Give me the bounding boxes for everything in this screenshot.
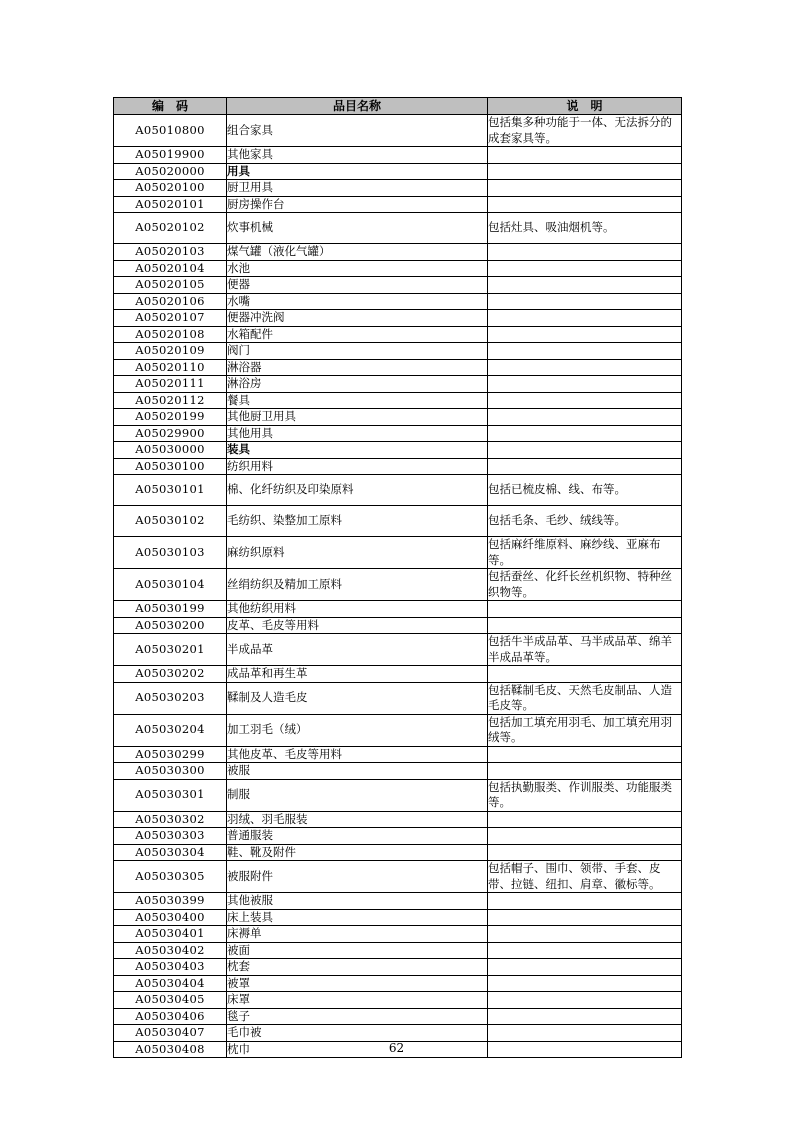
item-description: 包括帽子、围巾、领带、手套、皮带、拉链、纽扣、肩章、徽标等。 <box>488 861 682 893</box>
item-description: 包括灶具、吸油烟机等。 <box>488 213 682 244</box>
item-code: A05020106 <box>114 293 227 310</box>
item-description: 包括麻纤维原料、麻纱线、亚麻布等。 <box>488 537 682 569</box>
item-code: A05030404 <box>114 975 227 992</box>
item-name: 鞣制及人造毛皮 <box>227 682 488 714</box>
item-name: 纺织用料 <box>227 458 488 475</box>
item-description <box>488 811 682 828</box>
item-code: A05030199 <box>114 601 227 618</box>
item-name: 床罩 <box>227 992 488 1009</box>
item-name: 半成品革 <box>227 634 488 666</box>
item-name: 其他用具 <box>227 425 488 442</box>
item-code: A05020108 <box>114 326 227 343</box>
table-row <box>114 506 682 537</box>
table-row <box>114 244 682 261</box>
item-description <box>488 359 682 376</box>
item-description <box>488 147 682 164</box>
item-code: A05030407 <box>114 1025 227 1042</box>
item-name: 被面 <box>227 942 488 959</box>
table-row <box>114 442 682 459</box>
item-name: 皮革、毛皮等用料 <box>227 617 488 634</box>
item-code: A05030303 <box>114 828 227 845</box>
item-description: 包括集多种功能于一体、无法拆分的成套家具等。 <box>488 115 682 147</box>
item-code: A05030403 <box>114 959 227 976</box>
item-description <box>488 828 682 845</box>
item-description <box>488 180 682 197</box>
item-name: 羽绒、羽毛服装 <box>227 811 488 828</box>
item-code: A05030401 <box>114 926 227 943</box>
item-name: 水箱配件 <box>227 326 488 343</box>
item-description <box>488 926 682 943</box>
item-name: 餐具 <box>227 392 488 409</box>
item-description <box>488 425 682 442</box>
item-description <box>488 392 682 409</box>
table-row <box>114 293 682 310</box>
item-description <box>488 376 682 393</box>
table-row <box>114 537 682 569</box>
item-name: 麻纺织原料 <box>227 537 488 569</box>
item-name: 加工羽毛（绒） <box>227 714 488 746</box>
item-description <box>488 942 682 959</box>
table-row <box>114 458 682 475</box>
table-row <box>114 861 682 893</box>
item-code: A05030200 <box>114 617 227 634</box>
item-code: A05020199 <box>114 409 227 426</box>
item-description: 包括加工填充用羽毛、加工填充用羽绒等。 <box>488 714 682 746</box>
item-name: 厨房操作台 <box>227 196 488 213</box>
table-row <box>114 343 682 360</box>
item-code: A05030399 <box>114 893 227 910</box>
item-code: A05030104 <box>114 569 227 601</box>
item-name: 便器冲洗阀 <box>227 310 488 327</box>
item-name: 组合家具 <box>227 115 488 147</box>
item-name: 水池 <box>227 260 488 277</box>
item-description <box>488 163 682 180</box>
table-body <box>114 115 682 1058</box>
item-code: A05030301 <box>114 779 227 811</box>
item-description: 包括蚕丝、化纤长丝机织物、特种丝织物等。 <box>488 569 682 601</box>
item-description <box>488 763 682 780</box>
table-row <box>114 617 682 634</box>
table-row <box>114 163 682 180</box>
item-description <box>488 260 682 277</box>
table-row <box>114 1025 682 1042</box>
table-row <box>114 682 682 714</box>
item-code: A05030402 <box>114 942 227 959</box>
item-description <box>488 992 682 1009</box>
table-row <box>114 763 682 780</box>
item-name: 淋浴房 <box>227 376 488 393</box>
item-name: 煤气罐（液化气罐） <box>227 244 488 261</box>
table-row <box>114 326 682 343</box>
item-name: 被罩 <box>227 975 488 992</box>
item-description <box>488 326 682 343</box>
item-code: A05029900 <box>114 425 227 442</box>
table-row <box>114 359 682 376</box>
table-row <box>114 811 682 828</box>
item-description <box>488 959 682 976</box>
item-code: A05010800 <box>114 115 227 147</box>
item-description <box>488 409 682 426</box>
item-code: A05020101 <box>114 196 227 213</box>
table-row <box>114 746 682 763</box>
item-description <box>488 909 682 926</box>
item-name: 阀门 <box>227 343 488 360</box>
item-code: A05030204 <box>114 714 227 746</box>
item-code: A05020110 <box>114 359 227 376</box>
item-description <box>488 310 682 327</box>
item-description <box>488 293 682 310</box>
item-name: 毛纺织、染整加工原料 <box>227 506 488 537</box>
item-name: 棉、化纤纺织及印染原料 <box>227 475 488 506</box>
item-code: A05020104 <box>114 260 227 277</box>
table-row <box>114 666 682 683</box>
item-code: A05020109 <box>114 343 227 360</box>
item-code: A05030102 <box>114 506 227 537</box>
item-name: 厨卫用具 <box>227 180 488 197</box>
item-description <box>488 277 682 294</box>
item-name: 枕巾 <box>227 1041 488 1058</box>
table-row <box>114 601 682 618</box>
item-description <box>488 893 682 910</box>
table-row <box>114 714 682 746</box>
item-code: A05020102 <box>114 213 227 244</box>
item-code: A05030408 <box>114 1041 227 1058</box>
item-name: 鞋、靴及附件 <box>227 844 488 861</box>
item-name: 便器 <box>227 277 488 294</box>
table-row <box>114 475 682 506</box>
table-row <box>114 942 682 959</box>
item-code: A05030202 <box>114 666 227 683</box>
table-row <box>114 147 682 164</box>
table-row <box>114 425 682 442</box>
table-row <box>114 926 682 943</box>
catalog-table <box>113 97 682 1058</box>
table-row <box>114 634 682 666</box>
table-row <box>114 844 682 861</box>
table-row <box>114 779 682 811</box>
item-name: 床上装具 <box>227 909 488 926</box>
table-row <box>114 569 682 601</box>
item-name: 其他家具 <box>227 147 488 164</box>
item-name: 被服 <box>227 763 488 780</box>
item-description <box>488 244 682 261</box>
item-code: A05030405 <box>114 992 227 1009</box>
item-name: 成品革和再生革 <box>227 666 488 683</box>
item-code: A05020105 <box>114 277 227 294</box>
item-name: 床褥单 <box>227 926 488 943</box>
header-name: 品目名称 <box>227 98 488 115</box>
item-code: A05030103 <box>114 537 227 569</box>
item-name: 其他被服 <box>227 893 488 910</box>
item-code: A05030406 <box>114 1008 227 1025</box>
item-code: A05030201 <box>114 634 227 666</box>
item-code: A05020000 <box>114 163 227 180</box>
item-description <box>488 458 682 475</box>
table-row <box>114 376 682 393</box>
item-description: 包括执勤服类、作训服类、功能服类等。 <box>488 779 682 811</box>
item-description <box>488 666 682 683</box>
table-row <box>114 196 682 213</box>
item-description <box>488 844 682 861</box>
item-name: 其他纺织用料 <box>227 601 488 618</box>
item-name: 普通服装 <box>227 828 488 845</box>
item-description: 包括已梳皮棉、线、布等。 <box>488 475 682 506</box>
header-code: 编 码 <box>114 98 227 115</box>
table-row <box>114 1008 682 1025</box>
item-code: A05030299 <box>114 746 227 763</box>
table-header-row <box>114 98 682 115</box>
item-description <box>488 442 682 459</box>
item-name: 炊事机械 <box>227 213 488 244</box>
item-description: 包括鞣制毛皮、天然毛皮制品、人造毛皮等。 <box>488 682 682 714</box>
item-name: 枕套 <box>227 959 488 976</box>
item-name: 用具 <box>227 163 488 180</box>
item-description <box>488 617 682 634</box>
item-code: A05020112 <box>114 392 227 409</box>
item-description: 包括牛半成品革、马半成品革、绵羊半成品革等。 <box>488 634 682 666</box>
item-code: A05030305 <box>114 861 227 893</box>
table-row <box>114 975 682 992</box>
item-name: 毯子 <box>227 1008 488 1025</box>
table-row <box>114 392 682 409</box>
table-row <box>114 909 682 926</box>
item-name: 丝绢纺织及精加工原料 <box>227 569 488 601</box>
item-code: A05020107 <box>114 310 227 327</box>
item-code: A05030100 <box>114 458 227 475</box>
item-name: 其他厨卫用具 <box>227 409 488 426</box>
item-description <box>488 343 682 360</box>
header-desc: 说 明 <box>488 98 682 115</box>
item-code: A05030000 <box>114 442 227 459</box>
table-row <box>114 180 682 197</box>
table-row <box>114 213 682 244</box>
item-name: 其他皮革、毛皮等用料 <box>227 746 488 763</box>
item-code: A05020103 <box>114 244 227 261</box>
table-row <box>114 260 682 277</box>
item-description <box>488 746 682 763</box>
table-row <box>114 409 682 426</box>
item-code: A05030400 <box>114 909 227 926</box>
item-description <box>488 196 682 213</box>
item-code: A05030101 <box>114 475 227 506</box>
item-code: A05020100 <box>114 180 227 197</box>
table-row <box>114 277 682 294</box>
page-number: 62 <box>388 1041 405 1055</box>
item-description <box>488 1025 682 1042</box>
item-code: A05030203 <box>114 682 227 714</box>
table-row <box>114 310 682 327</box>
item-code: A05019900 <box>114 147 227 164</box>
item-name: 水嘴 <box>227 293 488 310</box>
item-description: 包括毛条、毛纱、绒线等。 <box>488 506 682 537</box>
item-code: A05030304 <box>114 844 227 861</box>
item-name: 制服 <box>227 779 488 811</box>
item-name: 淋浴器 <box>227 359 488 376</box>
item-description <box>488 1008 682 1025</box>
table-row <box>114 115 682 147</box>
table-row <box>114 992 682 1009</box>
table-row <box>114 828 682 845</box>
item-code: A05020111 <box>114 376 227 393</box>
item-name: 被服附件 <box>227 861 488 893</box>
item-name: 装具 <box>227 442 488 459</box>
item-code: A05030302 <box>114 811 227 828</box>
table-row <box>114 959 682 976</box>
item-code: A05030300 <box>114 763 227 780</box>
table-row <box>114 893 682 910</box>
item-description <box>488 975 682 992</box>
item-description <box>488 601 682 618</box>
item-name: 毛巾被 <box>227 1025 488 1042</box>
